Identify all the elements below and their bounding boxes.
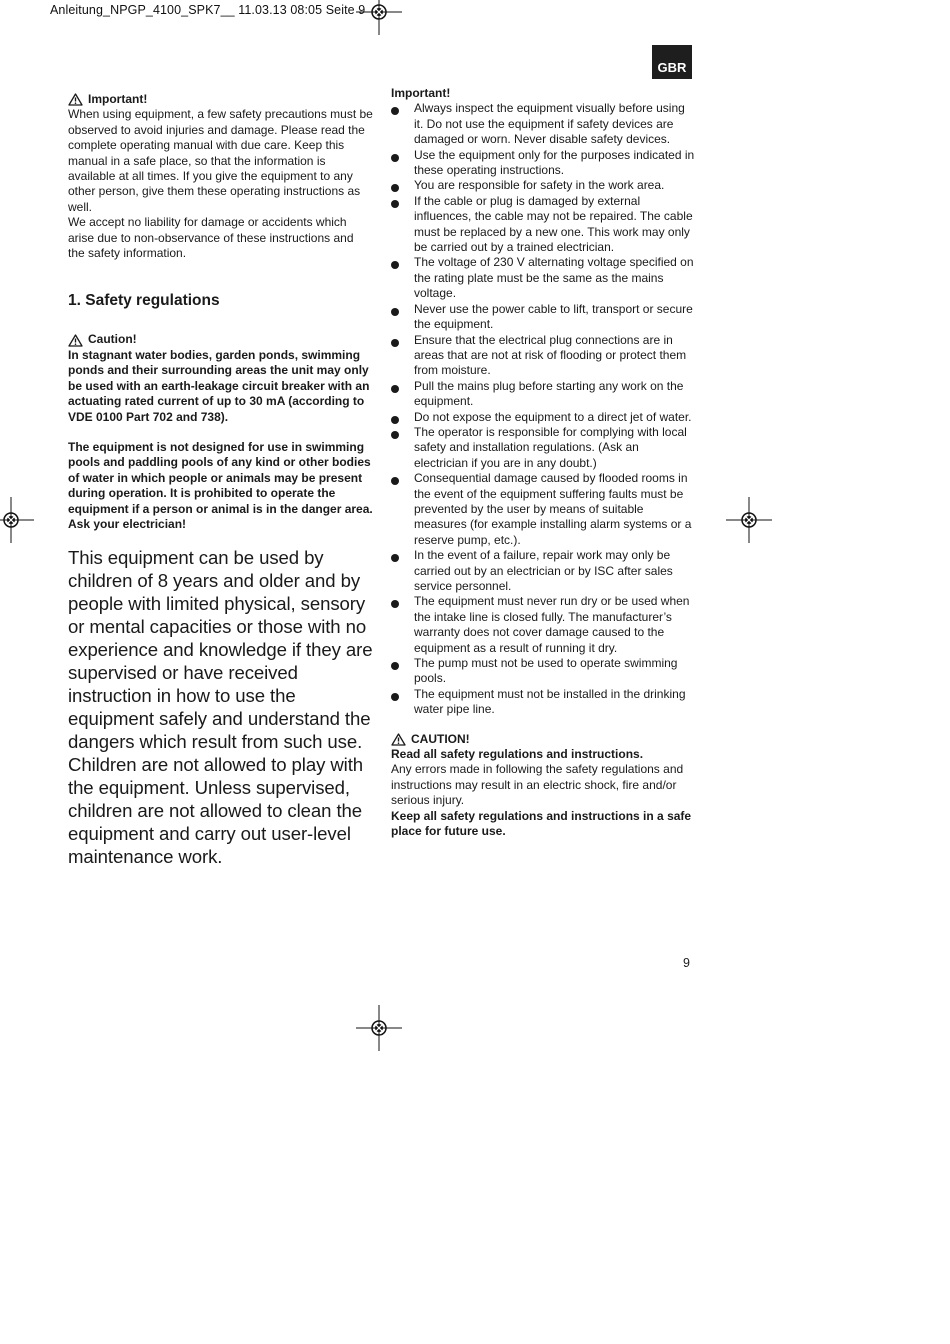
liability-text: We accept no liability for damage or accidents which arise due to non-observance of these instructions and the safety information. [68,215,354,261]
bullet-icon [391,184,399,192]
list-item: Ensure that the electrical plug connections are in areas that are not at risk of flooding or protect them from moisture. [391,333,696,379]
caution-heading-label: Caution! [88,332,137,347]
caution-keep-safe: Keep all safety regulations and instructions in a safe place for future use. [391,808,692,839]
list-item: Use the equipment only for the purposes indicated in these operating instructions. [391,148,696,179]
registration-mark-icon [356,1005,402,1051]
print-header-line: Anleitung_NPGP_4100_SPK7__ 11.03.13 08:05 Seite 9 [50,3,366,17]
page-number: 9 [683,956,690,970]
caution-heading-right-label: CAUTION! [411,731,470,746]
caution-paragraph-1: In stagnant water bodies, garden ponds, swimming ponds and their surrounding areas the unit may only be used with an earth-leakage circuit breaker with an actuating rated current of up to 30 mA (according to VDE 0100 Part 702 and 738). [68,347,370,424]
bullet-icon [391,662,399,670]
bullet-icon [391,385,399,393]
warning-triangle-icon [68,93,83,106]
registration-mark-icon [0,497,34,543]
bullet-icon [391,261,399,269]
bullet-icon [391,154,399,162]
list-item: The pump must not be used to operate swimming pools. [391,656,696,687]
registration-mark-icon [356,0,402,35]
list-item: Do not expose the equipment to a direct jet of water. [391,410,696,425]
section-title: 1. Safety regulations [68,292,220,310]
right-column [391,86,696,840]
caution-heading-right [391,732,696,747]
list-item: The voltage of 230 V alternating voltage specified on the rating plate must be the same as the mains voltage. [391,255,696,301]
list-item: Consequential damage caused by flooded rooms in the event of the equipment suffering faults must be prevented by the user by means of suitable measures (for example installing alarm systems or a reserve pump, etc.). [391,471,696,548]
bullet-icon [391,554,399,562]
language-tab: GBR [652,45,692,79]
list-item: In the event of a failure, repair work may only be carried out by an electrician or by ISC after sales service personnel. [391,548,696,594]
bullet-icon [391,477,399,485]
important-text: When using equipment, a few safety precautions must be observed to avoid injuries and damage. Please read the complete operating manual with due care. Keep this manual in a safe place, so that the information is available at all times. If you give the equipment to any other person, give them these operating instructions as well. [68,107,373,214]
warning-triangle-icon [391,733,406,746]
warning-triangle-icon [68,334,83,347]
bullet-icon [391,107,399,115]
important-heading [68,92,373,107]
bullet-icon [391,308,399,316]
list-item: The operator is responsible for complying with local safety and installation regulations. (Ask an electrician if you are in any doubt.) [391,425,696,471]
caution-heading [68,332,373,347]
bullet-icon [391,431,399,439]
important-heading-label: Important! [88,92,148,106]
list-item: Pull the mains plug before starting any work on the equipment. [391,379,696,410]
caution-read-all: Read all safety regulations and instructions. [391,747,644,762]
list-item: If the cable or plug is damaged by external influences, the cable may not be repaired. The cable must be replaced by a new one. This work may only be carried out by a trained electrician. [391,194,696,256]
list-item: Never use the power cable to lift, transport or secure the equipment. [391,302,696,333]
bullet-icon [391,416,399,424]
children-notice: This equipment can be used by children of 8 years and older and by people with limited physical, sensory or mental capacities or those with no experience and knowledge if they are supervised or have received instruction in how to use the equipment safely and understand the dangers which result from such use. Children are not allowed to play with the equipment. Unless supervised, children are not allowed to clean the equipment and carry out user-level maintenance work. [68,547,373,868]
bullet-icon [391,200,399,208]
bullet-icon [391,600,399,608]
list-item: The equipment must not be installed in the drinking water pipe line. [391,687,696,718]
caution-errors-text: Any errors made in following the safety regulations and instructions may result in an electric shock, fire and/or serious injury. [391,762,684,808]
list-item: Always inspect the equipment visually before using it. Do not use the equipment if safety devices are damaged or worn. Never disable safety devices. [391,101,696,147]
registration-mark-icon [726,497,772,543]
bullet-icon [391,339,399,347]
left-column [68,92,373,868]
list-item: You are responsible for safety in the work area. [391,178,696,193]
important-heading-right: Important! [391,86,451,100]
bullet-icon [391,693,399,701]
list-item: The equipment must never run dry or be used when the intake line is closed fully. The manufacturer’s warranty does not cover damage caused to the equipment as a result of running it dry. [391,594,696,656]
safety-bullet-list [391,101,696,717]
caution-paragraph-2: The equipment is not designed for use in swimming pools and paddling pools of any kind or other bodies of water in which people or animals may be present during operation. It is prohibited to operate the equipment if a person or animal is in the danger area. Ask your electrician! [68,439,373,531]
